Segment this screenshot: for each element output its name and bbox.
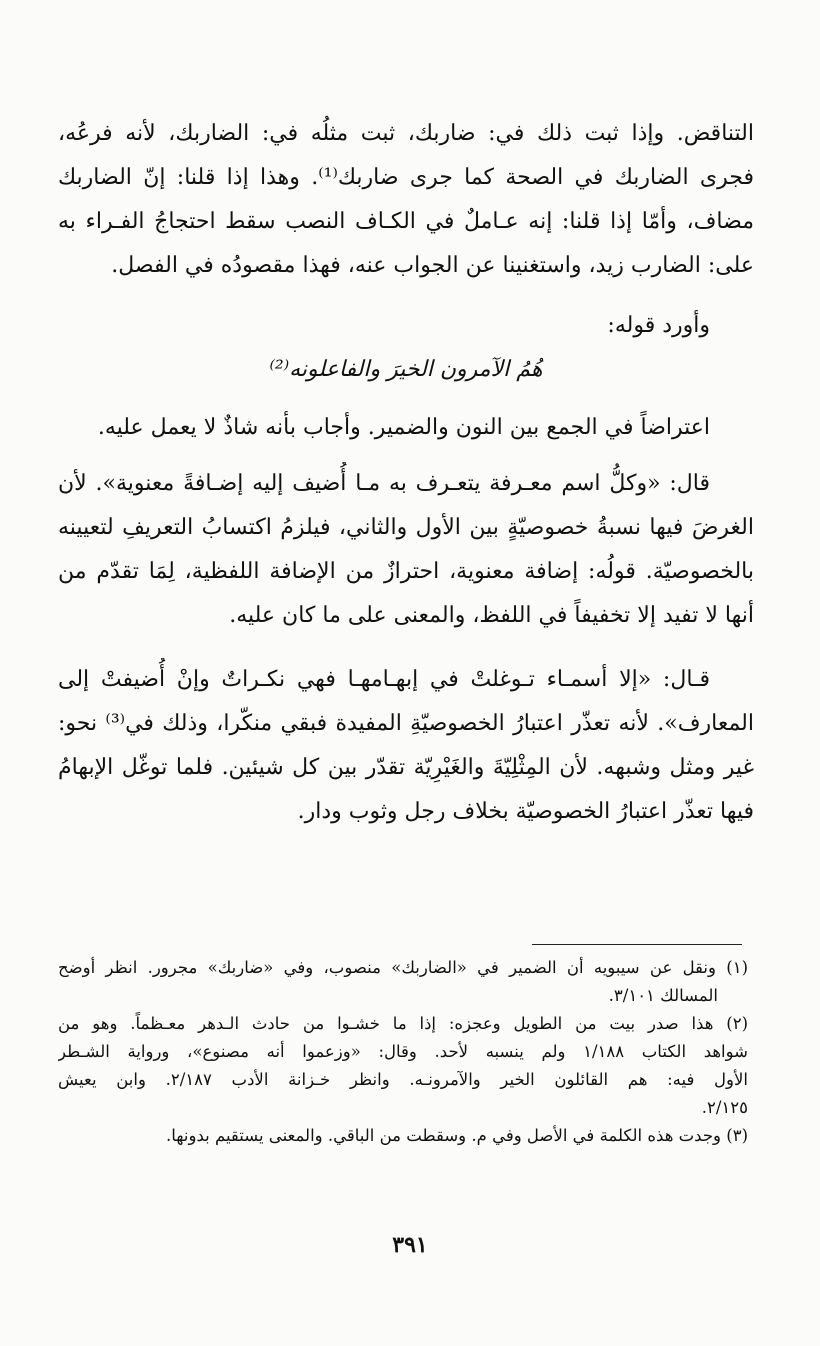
text-line: المعارف». لأنه تعذّر اعتبارُ الخصوصيّةِ المفيدة فبقي منكّرا، وذلك في⁽³⁾ نحو: [58, 711, 754, 736]
footnote-line: ٢/١٢٥. [701, 1098, 748, 1117]
footnote-2 [58, 1010, 748, 1122]
main-text [58, 112, 754, 834]
text-line: أنها لا تفيد إلا تخفيفاً في اللفظ، والمعنى على ما كان عليه. [229, 603, 754, 628]
paragraph-4 [58, 658, 754, 834]
footnote-line: المسالك ٣/١٠١. [608, 986, 718, 1005]
footnote-divider [532, 944, 742, 945]
text-line: بالخصوصيّة. قولُه: إضافة معنوية، احترازٌ من الإضافة اللفظية، لِمَا تقدّم من [58, 559, 754, 584]
text-line: مضاف، وأمّا إذا قلنا: إنه عـاملٌ في الكـاف النصب سقط احتجاجُ الفـراء به [58, 209, 754, 234]
footnotes [58, 954, 748, 1150]
footnote-3 [58, 1122, 748, 1150]
text-line: قـال: «إلا أسمـاء تـوغلتْ في إبهـامهـا فهي نكـراتٌ وإنْ أُضيفتْ إلى [58, 667, 710, 692]
footnote-line: (٣) وجدت هذه الكلمة في الأصل وفي م. وسقطت من الباقي. والمعنى يستقيم بدونها. [166, 1126, 748, 1145]
footnote-1 [58, 954, 748, 1010]
footnote-line: (٢) هذا صدر بيت من الطويل وعجزه: إذا ما خشـوا من حادث الـدهر معـظماً. وهو من [58, 1014, 748, 1033]
verse-line: هُمُ الآمرون الخيرَ والفاعلونه⁽²⁾ [269, 357, 543, 382]
text-line: فيها تعذّر اعتبارُ الخصوصيّة بخلاف رجل وثوب ودار. [297, 799, 754, 824]
footnote-line: (١) ونقل عن سيبويه أن الضمير في «الضاربك» منصوب، وفي «ضاربك» مجرور. انظر أوضح [58, 958, 748, 977]
footnote-line: شواهد الكتاب ١/١٨٨ ولم ينسبه لأحد. وقال: «وزعموا أنه مصنوع»، ورواية الشـطر [58, 1042, 748, 1061]
text-line: غير ومثل وشبهه. لأن المِثْلِيّةَ والغَيْرِيّة تقدّر بين كل شيئين. فلما توغّل الإبهامُ [58, 755, 754, 780]
text-line: الغرضَ فيها نسبةُ خصوصيّةٍ بين الأول والثاني، فيلزمُ اكتسابُ التعريفِ لتعيينه [58, 515, 754, 540]
footnote-line: الأول فيه: هم القائلون الخير والآمرونـه. وانظر خـزانة الأدب ٢/١٨٧. وابن يعيش [58, 1070, 748, 1089]
text-line: قال: «وكلُّ اسم معـرفة يتعـرف به مـا أُضيف إليه إضـافةً معنوية». لأن [58, 471, 710, 496]
paragraph-3 [58, 462, 754, 638]
text-line: على: الضارب زيد، واستغنينا عن الجواب عنه، فهذا مقصودُه في الفصل. [111, 253, 754, 278]
text-line: فجرى الضاربك في الصحة كما جرى ضاربك⁽¹⁾. وهذا إذا قلنا: إنّ الضاربك [58, 165, 754, 190]
paragraph-1 [58, 112, 754, 288]
verse-intro: وأورد قوله: [607, 313, 710, 338]
paragraph-2: اعتراضاً في الجمع بين النون والضمير. وأجاب بأنه شاذٌ لا يعمل عليه. [97, 415, 710, 440]
text-line: التناقض. وإذا ثبت ذلك في: ضاربك، ثبت مثلُه في: الضاربك، لأنه فرعُه، [58, 121, 754, 146]
page-number: ٣٩١ [392, 1232, 428, 1258]
